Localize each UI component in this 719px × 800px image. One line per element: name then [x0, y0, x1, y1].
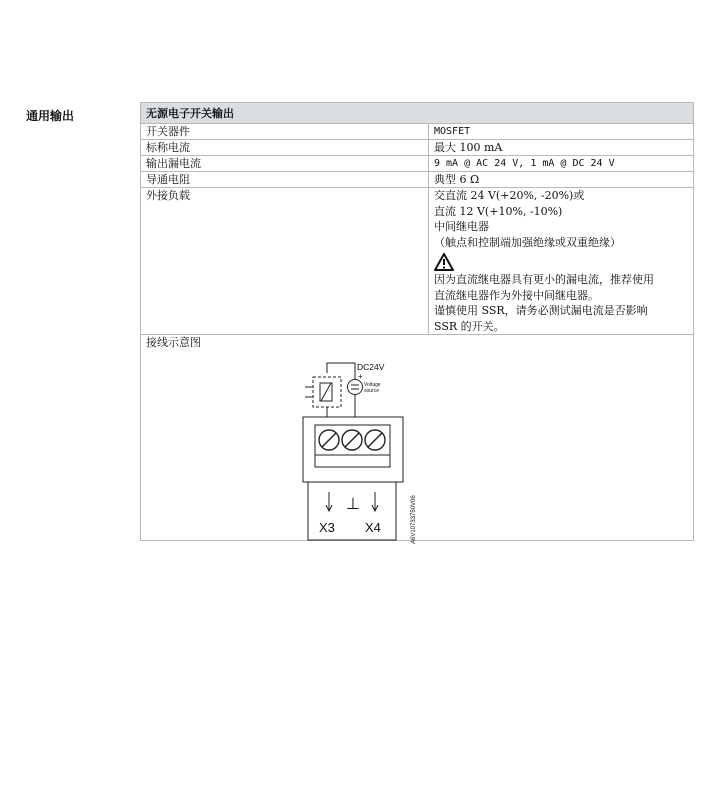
plus-label: +: [358, 372, 363, 381]
row-label-leakage-current: 输出漏电流: [141, 156, 429, 172]
terminal-label-x4: X4: [365, 520, 381, 535]
load-line: 中间继电器: [434, 220, 489, 233]
source-label-line2: source: [364, 388, 380, 394]
row-value-switch-device: MOSFET: [429, 124, 694, 140]
warning-line: SSR 的开关。: [434, 319, 505, 333]
row-value-external-load: [429, 188, 694, 335]
terminal-label-x3: X3: [319, 520, 335, 535]
warning-line: 直流继电器作为外接中间继电器。: [434, 288, 599, 302]
warning-line: 因为直流继电器具有更小的漏电流，推荐使用: [434, 273, 654, 286]
row-label-wiring-diagram: 接线示意图: [141, 335, 694, 541]
table-row: [141, 172, 694, 188]
row-label-switch-device: 开关器件: [141, 124, 429, 140]
row-label-external-load: 外接负载: [141, 188, 429, 335]
section-label: 通用输出: [26, 109, 75, 123]
row-value-rated-current: 最大 100 mA: [429, 140, 694, 156]
table-header: 无源电子开关输出: [141, 103, 694, 124]
warning-triangle-icon: [434, 253, 454, 271]
table-row: [141, 140, 694, 156]
voltage-source-icon: [348, 380, 363, 395]
supply-label: DC24V: [357, 362, 385, 372]
ground-symbol: ⊥: [346, 494, 360, 513]
wiring-diagram: [300, 357, 425, 547]
load-line: 交直流 24 V(+20%, -20%)或: [434, 189, 585, 202]
row-label-rated-current: 标称电流: [141, 140, 429, 156]
table-row: [141, 124, 694, 140]
load-line: （触点和控制端加强绝缘或双重绝缘）: [434, 235, 621, 249]
relay-dashed-box: [313, 377, 341, 407]
row-label-on-resistance: 导通电阻: [141, 172, 429, 188]
load-line: 直流 12 V(+10%, -10%): [434, 204, 563, 218]
row-value-on-resistance: 典型 6 Ω: [429, 172, 694, 188]
table-row: [141, 156, 694, 172]
warning-line: 谨慎使用 SSR，请务必测试漏电流是否影响: [434, 304, 648, 317]
drawing-id: A6V10733750V06: [411, 495, 417, 544]
table-row: [141, 188, 694, 335]
source-label-line1: Voltage: [364, 382, 381, 388]
row-value-leakage-current: 9 mA @ AC 24 V, 1 mA @ DC 24 V: [429, 156, 694, 172]
